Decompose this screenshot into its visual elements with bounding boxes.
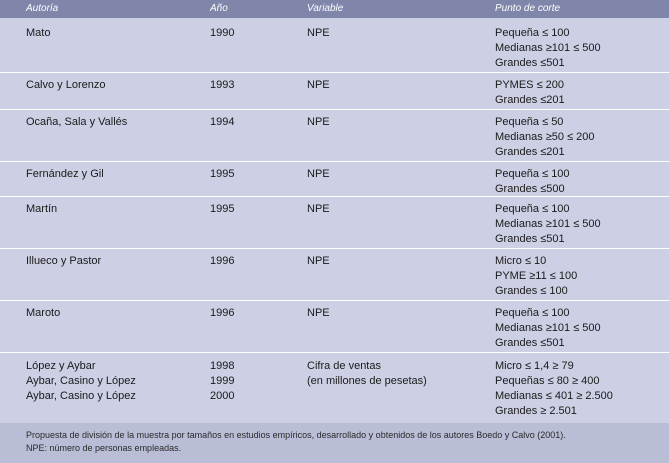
header-anio: Año [210, 3, 228, 14]
cell-variable: NPE [307, 79, 330, 91]
cell-variable: NPE [307, 307, 330, 319]
header-punto-de-corte: Punto de corte [495, 3, 561, 14]
cell-variable: NPE [307, 27, 330, 39]
cell-corte: PYME ≥11 ≤ 100 [495, 270, 578, 282]
cell-anio: 1998 [210, 360, 235, 372]
cell-variable: NPE [307, 168, 330, 180]
row-divider [0, 300, 669, 301]
header-autoria: Autoría [26, 3, 59, 14]
cell-corte: Pequeña ≤ 100 [495, 307, 570, 319]
cell-autoria: Fernández y Gil [26, 168, 104, 180]
cell-corte: Micro ≤ 1,4 ≥ 79 [495, 360, 574, 372]
cell-corte: Micro ≤ 10 [495, 255, 547, 267]
cell-corte: Medianas ≥101 ≤ 500 [495, 42, 601, 54]
cell-corte: Pequeña ≤ 50 [495, 116, 564, 128]
cell-corte: Pequeña ≤ 100 [495, 168, 570, 180]
cell-anio: 2000 [210, 390, 235, 402]
cell-corte: Grandes ≤501 [495, 337, 565, 349]
cell-anio: 1990 [210, 27, 235, 39]
table-footnote [0, 423, 669, 463]
row-divider [0, 109, 669, 110]
cell-autoria: Ocaña, Sala y Vallés [26, 116, 128, 128]
cell-corte: Grandes ≥ 2.501 [495, 405, 577, 417]
cell-anio: 1993 [210, 79, 235, 91]
cell-corte: Grandes ≤ 100 [495, 285, 568, 297]
cell-corte: Medianas ≥101 ≤ 500 [495, 322, 601, 334]
cell-corte: Grandes ≤501 [495, 233, 565, 245]
row-divider [0, 161, 669, 162]
cell-anio: 1996 [210, 255, 235, 267]
cell-variable: Cifra de ventas [307, 360, 381, 372]
cell-anio: 1996 [210, 307, 235, 319]
cell-variable: NPE [307, 203, 330, 215]
cell-corte: Grandes ≤500 [495, 183, 565, 195]
cell-corte: Grandes ≤201 [495, 94, 565, 106]
row-divider [0, 72, 669, 73]
cell-autoria: Maroto [26, 307, 61, 319]
cell-corte: Pequeñas ≤ 80 ≥ 400 [495, 375, 600, 387]
cell-variable: (en millones de pesetas) [307, 375, 427, 387]
cell-autoria: Illueco y Pastor [26, 255, 102, 267]
cell-corte: Grandes ≤201 [495, 146, 565, 158]
cell-variable: NPE [307, 255, 330, 267]
cell-corte: Medianas ≥101 ≤ 500 [495, 218, 601, 230]
cell-corte: Grandes ≤501 [495, 57, 565, 69]
cell-variable: NPE [307, 116, 330, 128]
row-divider [0, 352, 669, 353]
cell-autoria: Aybar, Casino y López [26, 390, 136, 402]
table-header [0, 0, 669, 18]
cell-autoria: Calvo y Lorenzo [26, 79, 106, 91]
cell-corte: Pequeña ≤ 100 [495, 203, 570, 215]
cell-corte: Pequeña ≤ 100 [495, 27, 570, 39]
cell-autoria: Aybar, Casino y López [26, 375, 136, 387]
cell-anio: 1999 [210, 375, 235, 387]
cell-corte: Medianas ≥50 ≤ 200 [495, 131, 595, 143]
row-divider [0, 196, 669, 197]
cell-corte: Medianas ≤ 401 ≥ 2.500 [495, 390, 613, 402]
cell-anio: 1995 [210, 168, 235, 180]
cell-corte: PYMES ≤ 200 [495, 79, 565, 91]
row-divider [0, 248, 669, 249]
header-variable: Variable [307, 3, 344, 14]
cell-anio: 1995 [210, 203, 235, 215]
cell-autoria: López y Aybar [26, 360, 96, 372]
cell-autoria: Martín [26, 203, 58, 215]
cell-autoria: Mato [26, 27, 51, 39]
cell-anio: 1994 [210, 116, 235, 128]
footnote-source: Propuesta de división de la muestra por tamaños en estudios empíricos, desarrollado y obtenidos de los autores Boedo y Calvo (2001). [26, 430, 566, 440]
footnote-abbreviation: NPE: número de personas empleadas. [26, 443, 182, 453]
